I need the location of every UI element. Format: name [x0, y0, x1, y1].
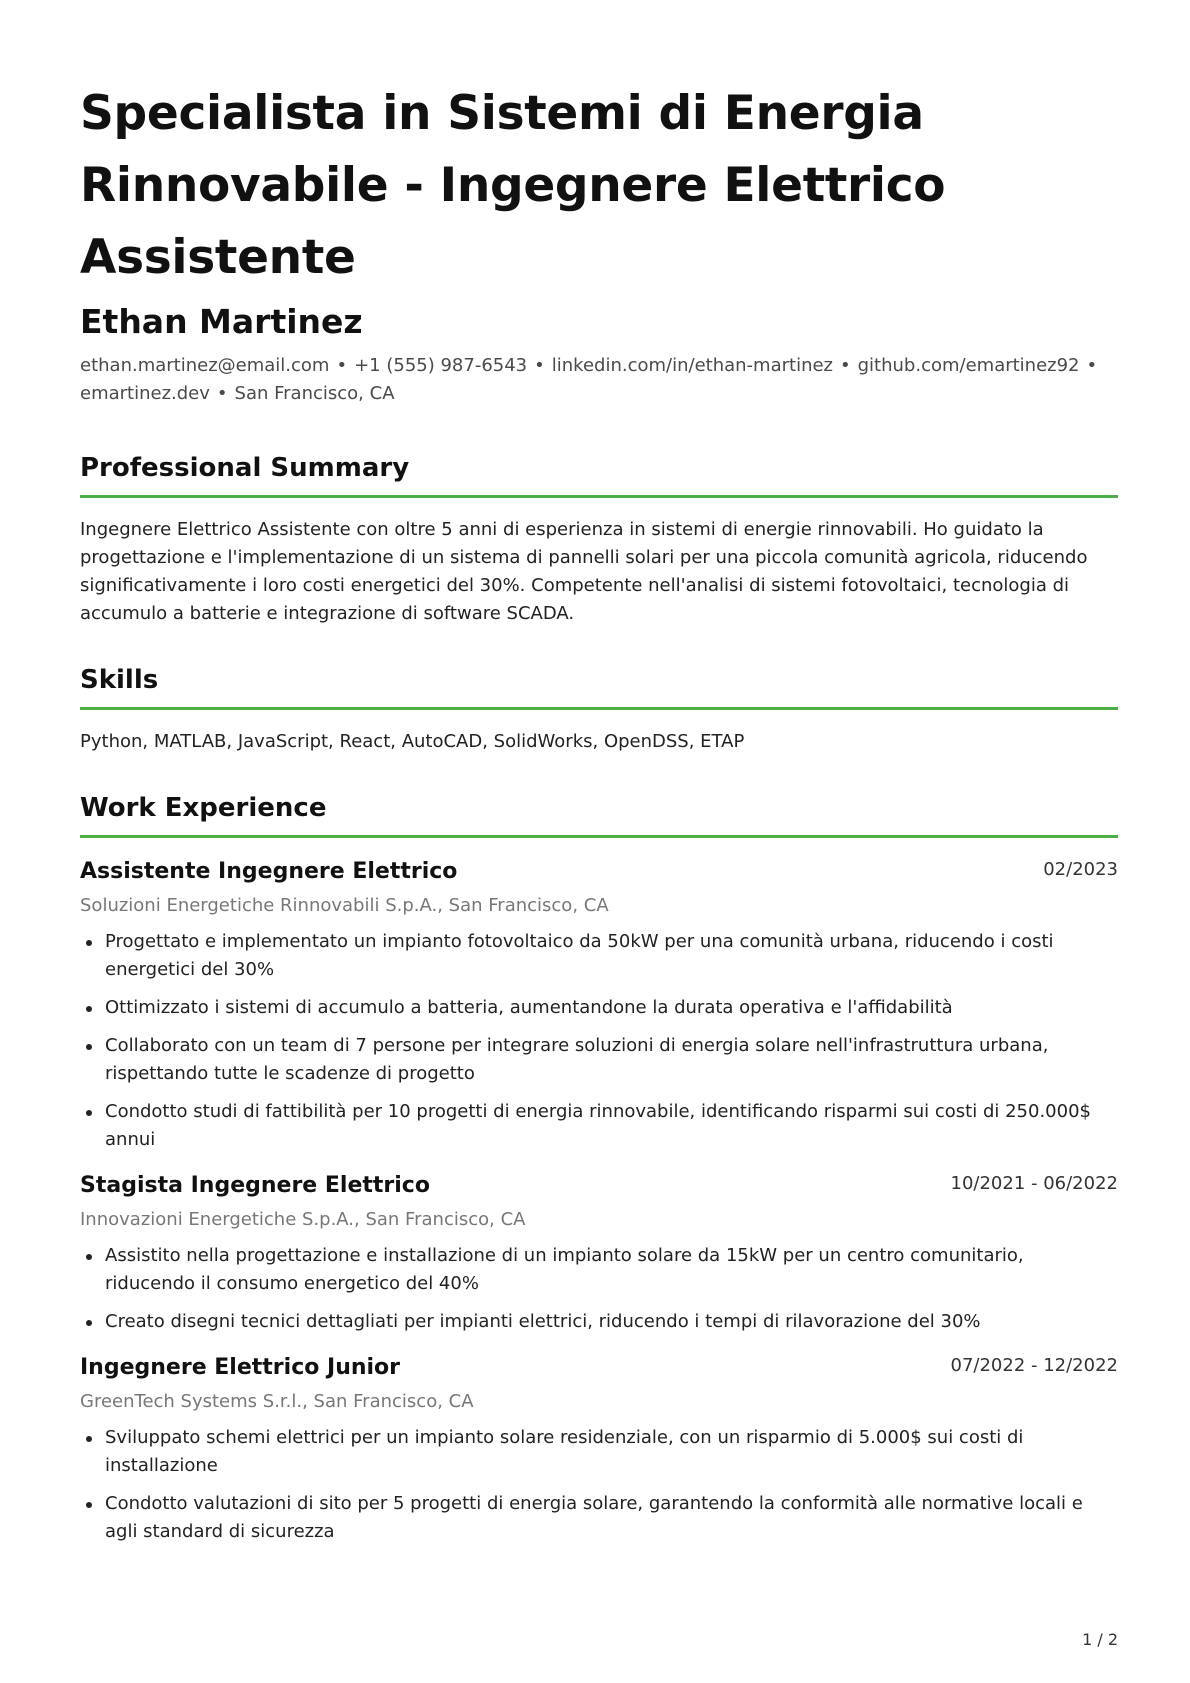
skills-section	[80, 662, 1118, 756]
list-item: Creato disegni tecnici dettagliati per impianti elettrici, riducendo i tempi di rilavorazione del 30%	[80, 1308, 1118, 1336]
separator: •	[1086, 355, 1098, 376]
job-header	[80, 1170, 1118, 1202]
page-number: 1 / 2	[1082, 1630, 1118, 1649]
job-title: Stagista Ingegnere Elettrico	[80, 1173, 430, 1198]
job-date: 10/2021 - 06/2022	[950, 1173, 1118, 1194]
job-company: Innovazioni Energetiche S.p.A., San Francisco, CA	[80, 1209, 526, 1230]
contact-github[interactable]: github.com/emartinez92	[857, 355, 1080, 376]
job-title: Assistente Ingegnere Elettrico	[80, 859, 458, 884]
summary-section	[80, 450, 1118, 628]
section-title-skills: Skills	[80, 665, 159, 695]
list-item: Sviluppato schemi elettrici per un impianto solare residenziale, con un risparmio di 5.000$ sui costi di installazione	[80, 1424, 1118, 1480]
job-date: 07/2022 - 12/2022	[950, 1355, 1118, 1376]
contact-website[interactable]: emartinez.dev	[80, 383, 210, 404]
section-title-summary: Professional Summary	[80, 453, 410, 483]
resume-page	[80, 78, 1118, 1562]
job-title: Ingegnere Elettrico Junior	[80, 1355, 401, 1380]
resume-title: Specialista in Sistemi di Energia Rinnovabile - Ingegnere Elettrico Assistente	[80, 86, 946, 285]
job-bullets	[80, 1242, 1118, 1336]
contact-phone[interactable]: +1 (555) 987-6543	[354, 355, 528, 376]
section-divider	[80, 835, 1118, 838]
section-divider	[80, 495, 1118, 498]
separator: •	[534, 355, 545, 376]
job-bullets	[80, 928, 1118, 1154]
job-header	[80, 1352, 1118, 1384]
list-item: Ottimizzato i sistemi di accumulo a batteria, aumentandone la durata operativa e l'affidabilità	[80, 994, 1118, 1022]
separator: •	[840, 355, 851, 376]
job-company: Soluzioni Energetiche Rinnovabili S.p.A., San Francisco, CA	[80, 895, 609, 916]
job-header	[80, 856, 1118, 888]
summary-text: Ingegnere Elettrico Assistente con oltre 5 anni di esperienza in sistemi di energie rinnovabili. Ho guidato la progettazione e l'implementazione di un sistema di pannelli solari per una piccola comunità agricola, riducendo significativamente i loro costi energetici del 30%. Competente nell'analisi di sistemi fotovoltaici, tecnologia di accumulo a batterie e integrazione di software SCADA.	[80, 519, 1088, 624]
list-item: Condotto studi di fattibilità per 10 progetti di energia rinnovabile, identificando risparmi sui costi di 250.000$ annui	[80, 1098, 1118, 1154]
contact-linkedin[interactable]: linkedin.com/in/ethan-martinez	[551, 355, 833, 376]
job-entry	[80, 856, 1118, 1154]
separator: •	[336, 355, 348, 376]
section-title-experience: Work Experience	[80, 793, 327, 823]
contact-email[interactable]: ethan.martinez@email.com	[80, 355, 330, 376]
skills-text: Python, MATLAB, JavaScript, React, AutoCAD, SolidWorks, OpenDSS, ETAP	[80, 731, 745, 752]
job-bullets	[80, 1424, 1118, 1546]
experience-section	[80, 790, 1118, 1546]
job-entry	[80, 1352, 1118, 1546]
list-item: Progettato e implementato un impianto fotovoltaico da 50kW per una comunità urbana, riducendo i costi energetici del 30%	[80, 928, 1118, 984]
job-date: 02/2023	[1043, 859, 1118, 880]
section-divider	[80, 707, 1118, 710]
contact-location: San Francisco, CA	[234, 383, 395, 404]
list-item: Condotto valutazioni di sito per 5 progetti di energia solare, garantendo la conformità alle normative locali e agli standard di sicurezza	[80, 1490, 1118, 1546]
candidate-name: Ethan Martinez	[80, 302, 363, 341]
contact-info	[80, 352, 1118, 408]
separator: •	[216, 383, 228, 404]
list-item: Assistito nella progettazione e installazione di un impianto solare da 15kW per un centro comunitario, riducendo il consumo energetico del 40%	[80, 1242, 1118, 1298]
job-company: GreenTech Systems S.r.l., San Francisco, CA	[80, 1391, 474, 1412]
list-item: Collaborato con un team di 7 persone per integrare soluzioni di energia solare nell'infrastruttura urbana, rispettando tutte le scadenze di progetto	[80, 1032, 1118, 1088]
job-entry	[80, 1170, 1118, 1336]
